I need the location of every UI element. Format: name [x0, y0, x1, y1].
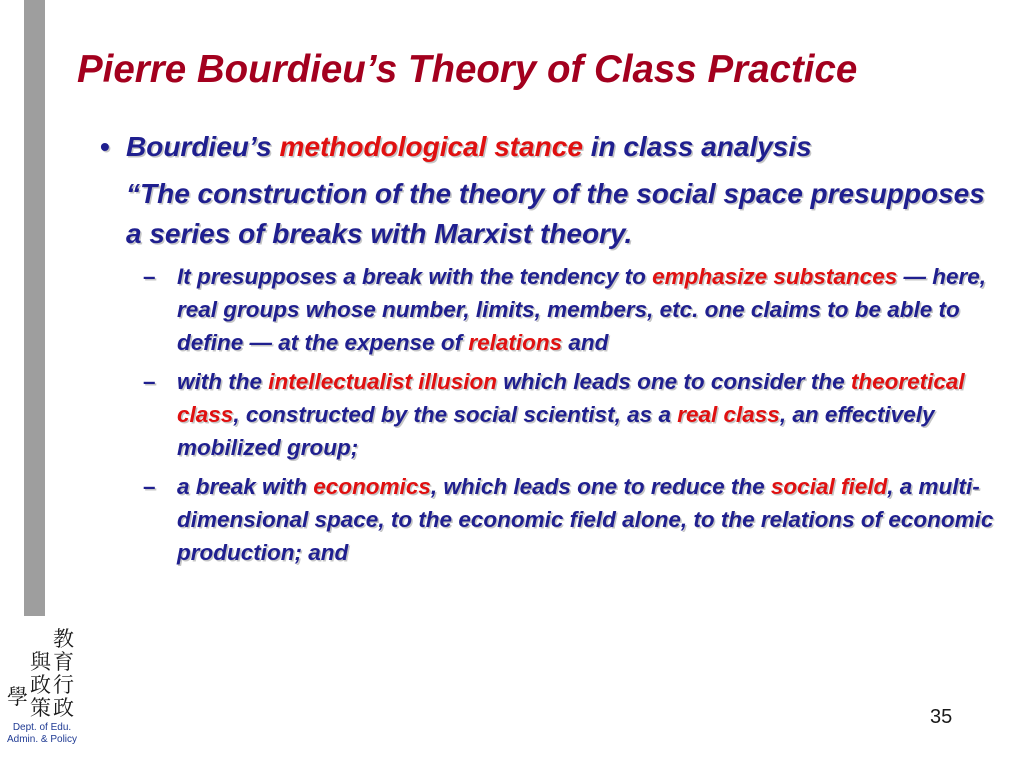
sub-item-text: , a multi-dimensional space, to the economic field alone, to the relations of economic production; and: [177, 474, 994, 565]
logo-char: 行: [53, 673, 74, 697]
highlight-real-class: real class: [677, 402, 780, 427]
sub-item-1: [100, 260, 1000, 359]
highlight-theoretical-class: theoretical class: [177, 369, 965, 427]
quote-text: “The construction of the theory of the social space presupposes a series of breaks with Marxist theory.: [126, 178, 985, 249]
logo-caption-line-1: Dept. of Edu.: [12, 722, 72, 733]
bullet-text-end: in class analysis: [582, 131, 812, 162]
dash-marker: –: [143, 369, 156, 394]
sub-item-text: a break with: [177, 474, 314, 499]
logo-caption: [3, 722, 81, 746]
slide-title: Pierre Bourdieu’s Theory of Class Practice: [77, 48, 858, 91]
logo-char: 策: [30, 696, 51, 720]
sub-item-text: , an effectively mobilized group;: [177, 402, 935, 460]
logo-char: 政: [30, 673, 51, 697]
logo-characters: [3, 628, 81, 724]
sub-item-text: It presupposes a break with the tendency to: [177, 264, 653, 289]
logo-char: 學: [7, 685, 28, 709]
logo-char: 教: [53, 627, 74, 651]
sub-item-text: , which leads one to reduce the: [430, 474, 771, 499]
bullet-text: Bourdieu’s: [126, 131, 280, 162]
logo-caption-line-2: Admin. & Policy: [6, 734, 78, 745]
logo-char: 政: [53, 696, 74, 720]
sub-item-text: with the: [177, 369, 269, 394]
highlight-relations: relations: [468, 330, 563, 355]
side-bar: [24, 0, 45, 616]
logo-char: 育: [53, 650, 74, 674]
sub-item-2: [100, 365, 1000, 464]
slide-content: [100, 126, 1000, 569]
dash-marker: –: [143, 474, 156, 499]
bullet-marker: •: [100, 131, 110, 162]
highlight-emphasize-substances: emphasize substances: [652, 264, 898, 289]
highlight-methodological-stance: methodological stance: [279, 131, 583, 162]
sub-item-text: — here, real groups whose number, limits, members, etc. one claims to be able to define — at the expense of: [177, 264, 986, 355]
department-logo: [3, 628, 81, 748]
logo-char: 與: [30, 650, 51, 674]
sub-item-text: which leads one to consider the: [497, 369, 851, 394]
highlight-intellectualist-illusion: intellectualist illusion: [268, 369, 498, 394]
bullet-item: [100, 126, 1000, 167]
sub-item-text: , constructed by the social scientist, as a: [233, 402, 678, 427]
sub-item-text: and: [562, 330, 609, 355]
sub-item-3: [100, 470, 1000, 569]
dash-marker: –: [143, 264, 156, 289]
highlight-social-field: social field: [770, 474, 888, 499]
highlight-economics: economics: [313, 474, 431, 499]
page-number: 35: [930, 706, 953, 728]
